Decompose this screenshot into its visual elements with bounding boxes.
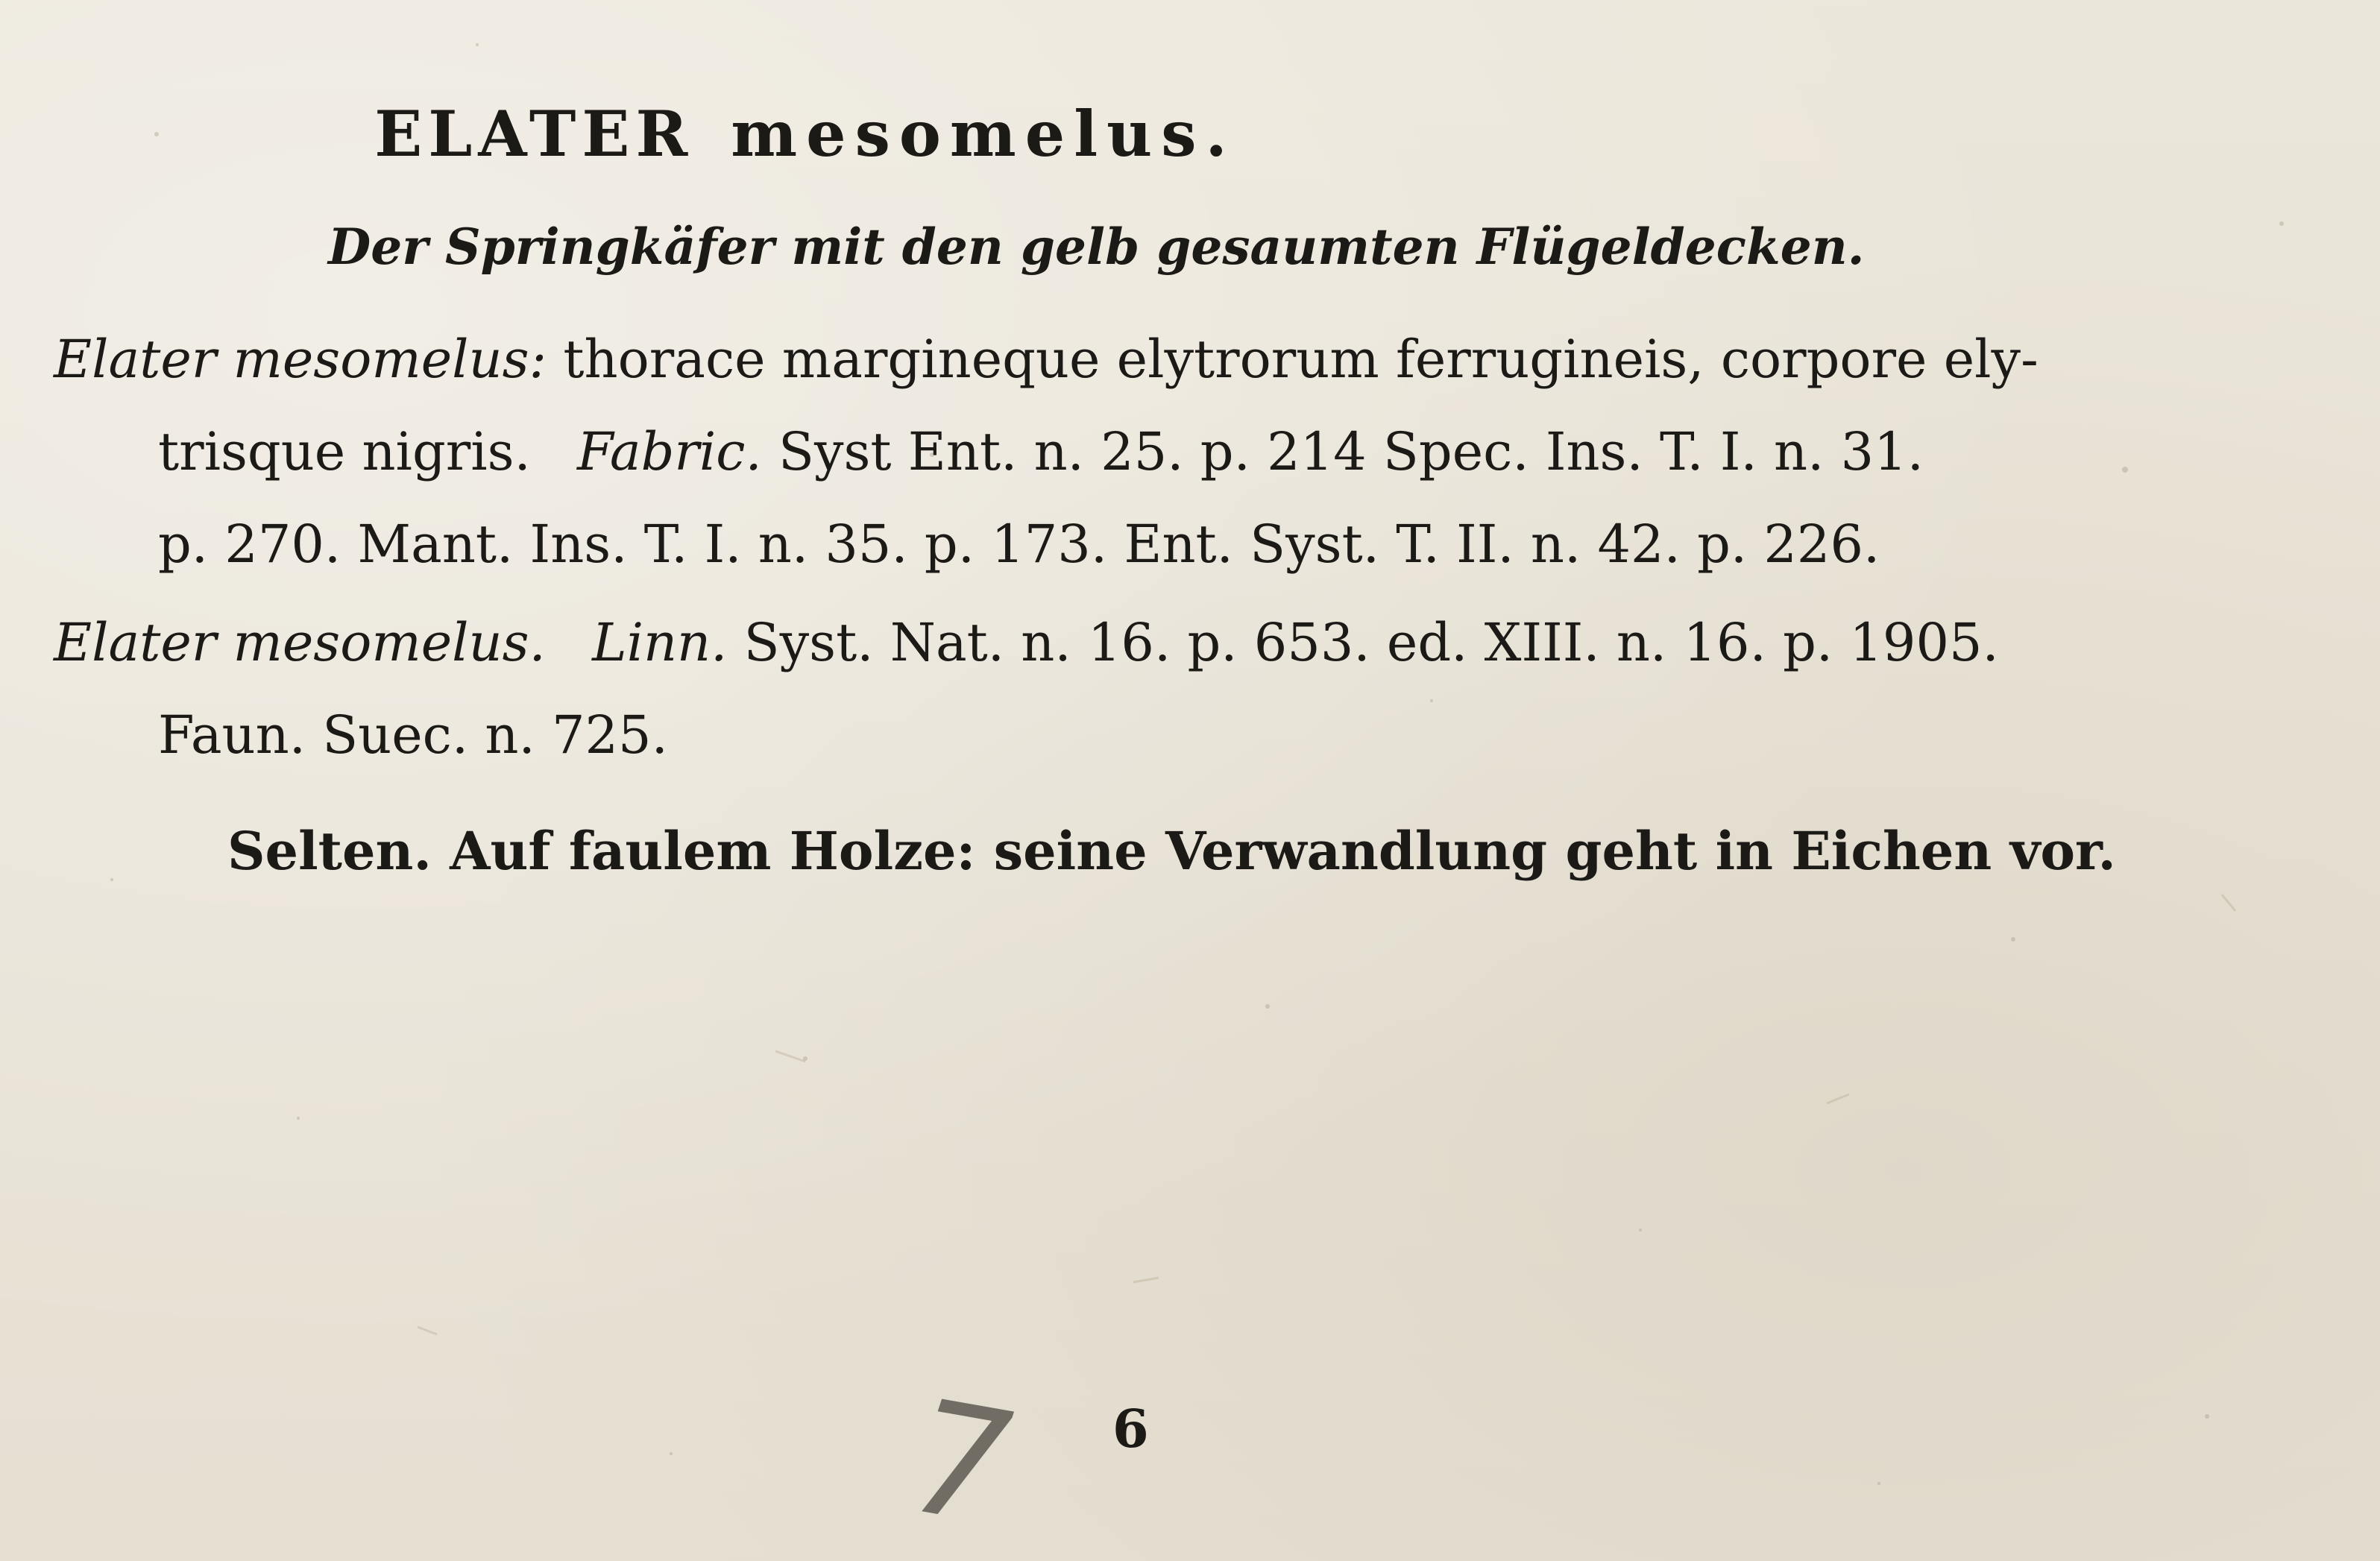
species-heading [0,97,1611,171]
author-name: Linn. [592,612,728,673]
synonym-line [54,689,2283,781]
habitat-note: Selten. Auf faulem Holze: seine Verwandlung geht in Eichen vor. [227,820,2116,882]
author-name: Fabric. [577,421,762,482]
synonym-text: p. 270. Mant. Ins. T. I. n. 35. p. 173. Ent. Syst. T. II. n. 42. p. 226. [158,514,1880,575]
synonym-line [54,498,2283,590]
synonym-text: Faun. Suec. n. 725. [158,704,668,766]
synonym-name: Elater mesomelus: [54,329,547,390]
synonym-entry-fabricius [54,313,2283,590]
page-number: 6 [1112,1398,1149,1460]
synonym-line [54,313,2283,406]
pencil-mark: 7 [881,1366,1037,1560]
synonym-name: Elater mesomelus. [54,612,546,673]
synonym-line [54,596,2283,689]
synonym-text: trisque nigris. [158,421,531,482]
synonym-line [54,406,2283,498]
synonym-entry-linnaeus [54,596,2283,781]
german-common-name: Der Springkäfer mit den gelb gesaumten Flügeldecken. [328,218,1865,276]
synonym-text: Syst. Nat. n. 16. p. 653. ed. XIII. n. 16. p. 1905. [743,612,1999,673]
genus-name: ELATER [374,97,694,171]
species-name: mesomelus. [731,97,1236,171]
synonym-text: Syst Ent. n. 25. p. 214 Spec. Ins. T. I. n. 31. [778,421,1924,482]
synonym-text: thorace margineque elytrorum ferrugineis, corpore ely- [563,329,2039,390]
